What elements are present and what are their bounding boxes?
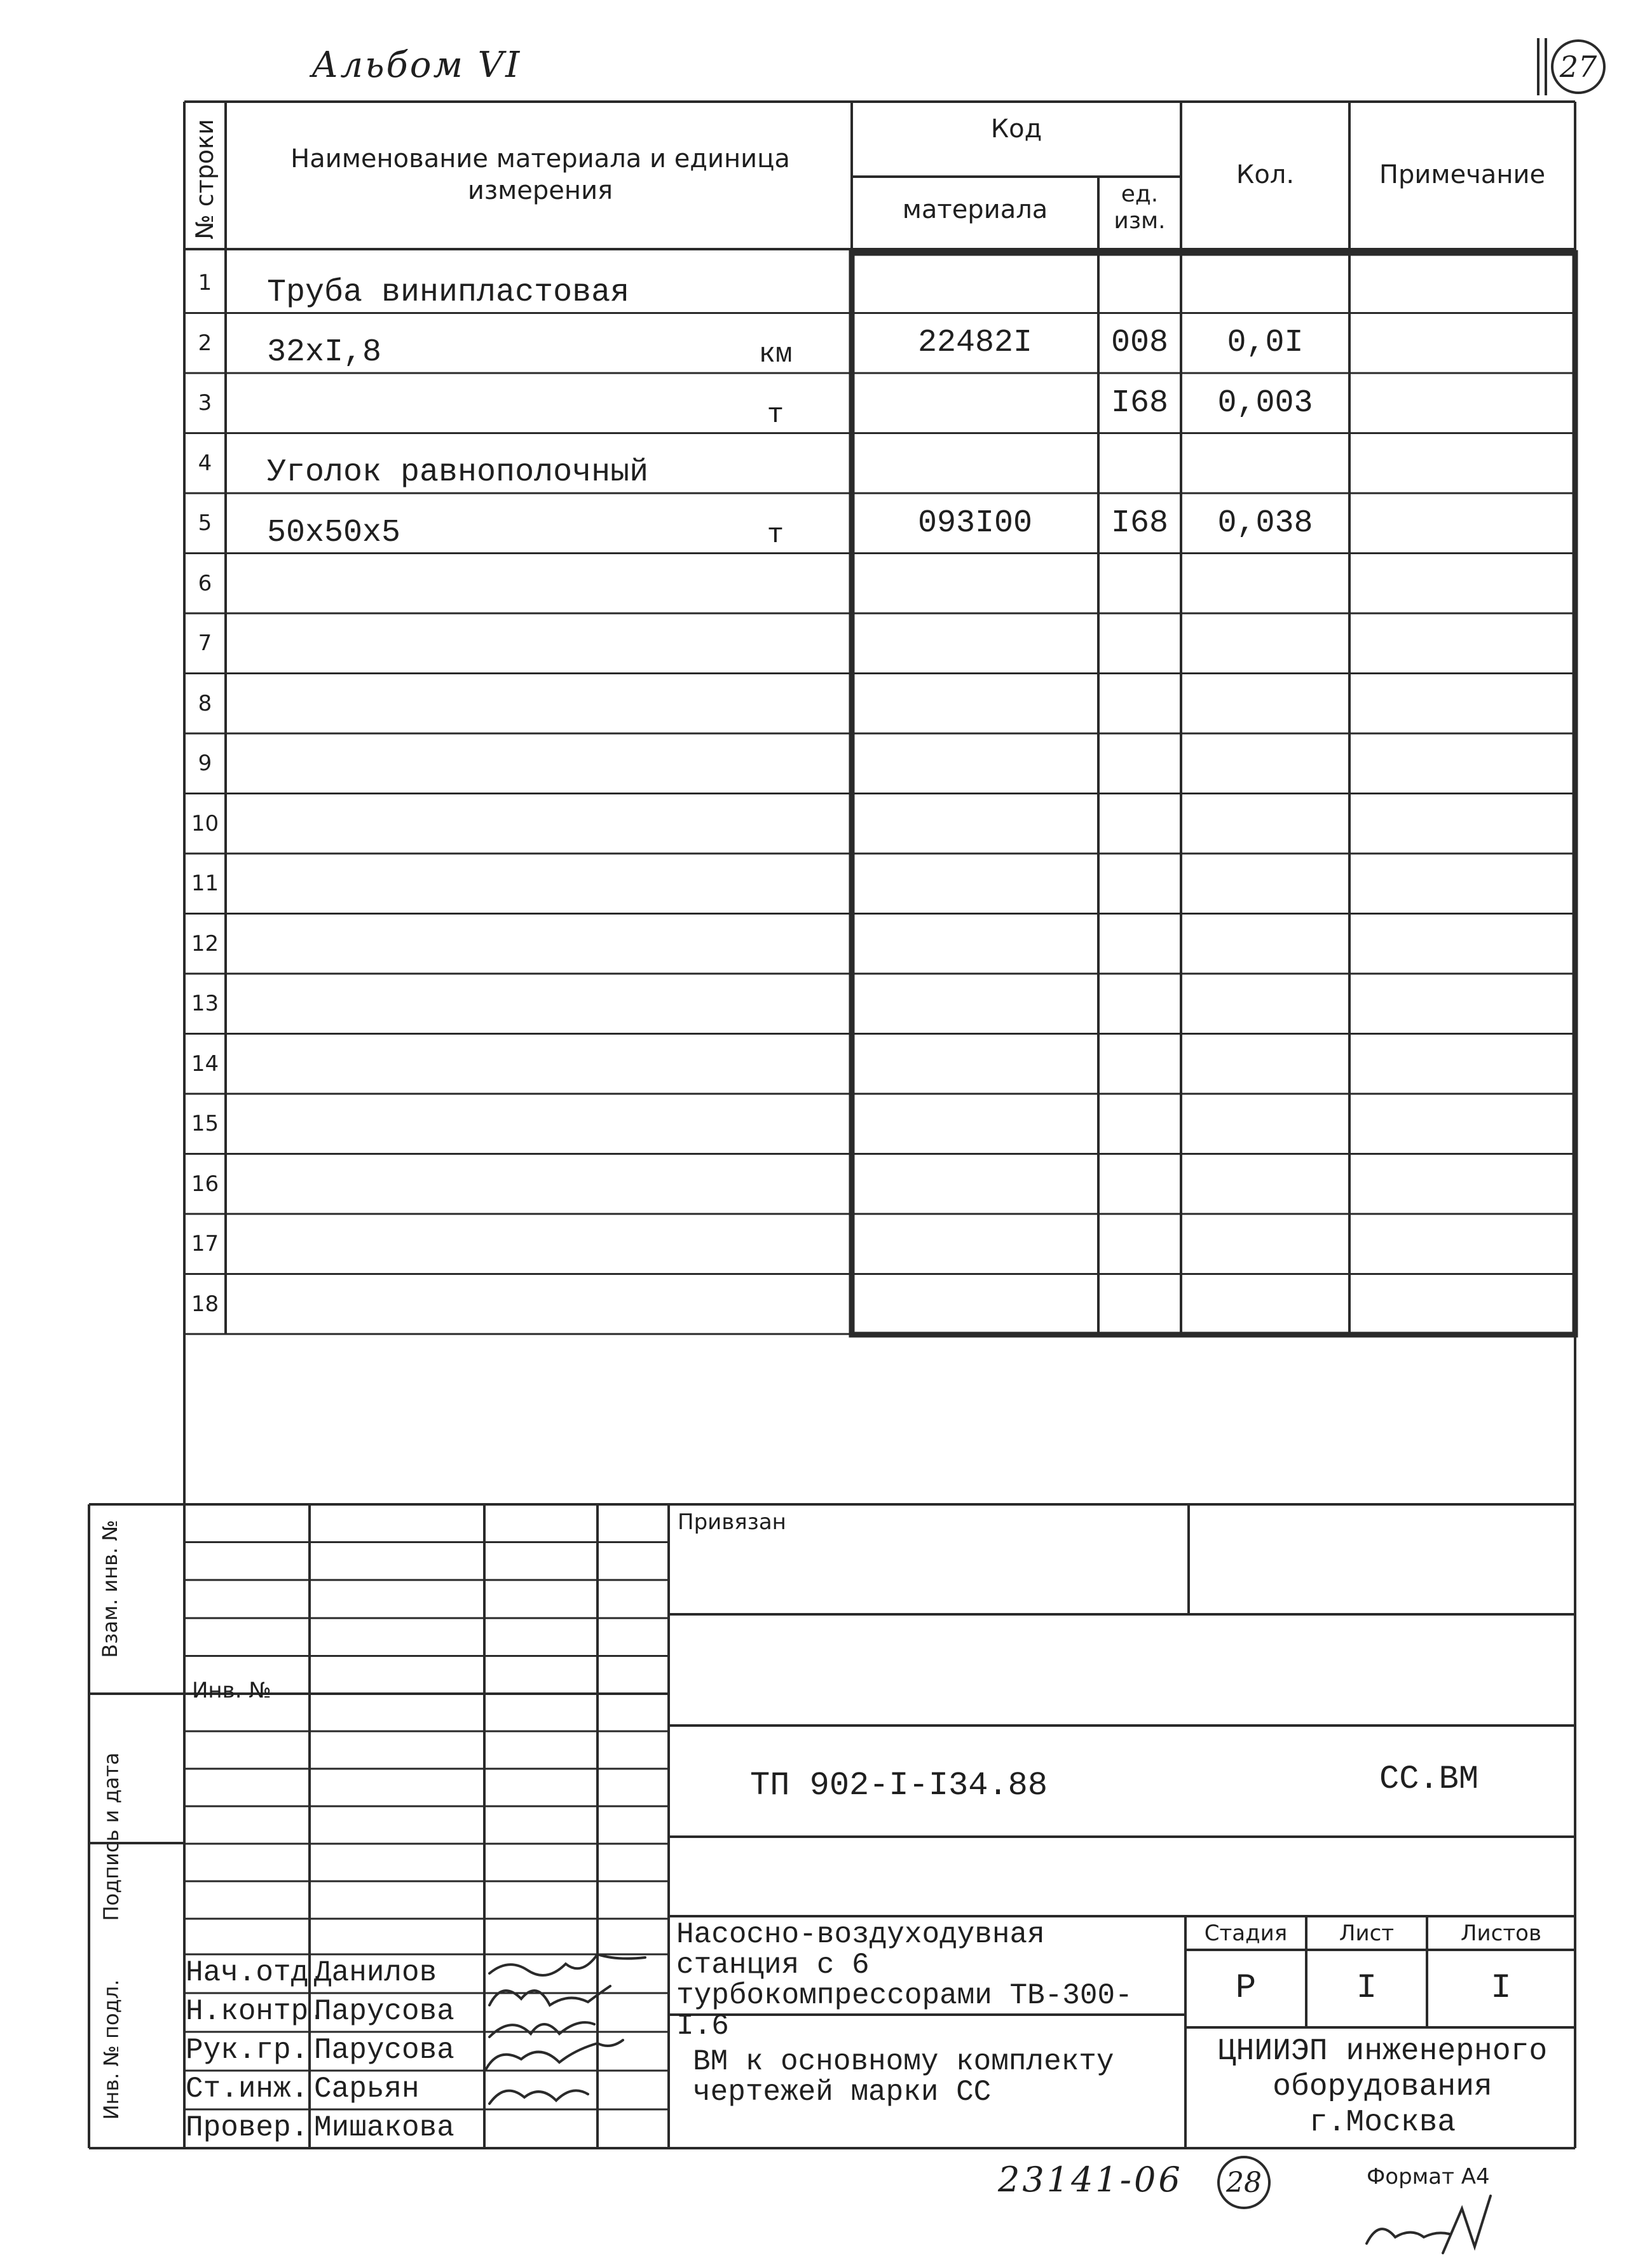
inv-no-label: Инв. №	[192, 1678, 271, 1703]
material-code: 22482I	[917, 325, 1033, 362]
signature-role: Нач.отд.	[186, 1956, 326, 1989]
side-label-podpis: Подпись и дата	[99, 1752, 123, 1921]
header-name: Наименование материала и единица измерения	[290, 144, 790, 205]
signature-role: Н.контр.	[186, 1995, 326, 2028]
material-unit: т	[767, 519, 784, 551]
row-number: 14	[191, 1051, 219, 1077]
unit-code: 008	[1110, 325, 1168, 362]
signature-role: Провер.	[186, 2111, 309, 2144]
row-number: 3	[198, 390, 212, 416]
material-unit: т	[767, 398, 784, 431]
row-number: 9	[198, 751, 212, 777]
header-code-unit: ед. изм.	[1114, 181, 1166, 234]
row-number: 2	[198, 330, 212, 356]
page-number: 27	[1559, 50, 1597, 84]
side-label-inv-podl: Инв. № подл.	[99, 1979, 123, 2120]
material-unit: км	[758, 339, 793, 371]
quantity: 0,038	[1217, 505, 1313, 541]
unit-code: I68	[1110, 505, 1168, 541]
signature-name: Парусова	[314, 1995, 454, 2028]
stage-value: Р	[1235, 1969, 1257, 2008]
project-title: Насосно-воздуходувная станция с 6 турбокомпрессорами ТВ-300-I.6	[676, 1918, 1133, 2043]
row-number: 11	[191, 871, 219, 897]
material-code: 093I00	[917, 505, 1033, 541]
sheet-label: Лист	[1339, 1921, 1395, 1946]
row-number: 16	[191, 1171, 219, 1197]
header-row-no: № строки	[191, 119, 219, 240]
row-number: 12	[191, 930, 219, 956]
row-number: 4	[198, 450, 212, 476]
page-circle: 28	[1217, 2156, 1271, 2209]
privyazan-label: Привязан	[678, 1509, 786, 1535]
row-number: 6	[198, 570, 212, 596]
signature-name: Парусова	[314, 2034, 454, 2067]
stage-label: Стадия	[1204, 1921, 1288, 1946]
row-number: 13	[191, 991, 219, 1017]
row-number: 8	[198, 690, 212, 716]
row-number: 18	[191, 1291, 219, 1317]
quantity: 0,003	[1217, 385, 1313, 421]
signature-name: Данилов	[314, 1956, 437, 1989]
doc-mark: СС.ВМ	[1379, 1760, 1479, 1798]
organization: ЦНИИЭП инженерного оборудования г.Москва	[1217, 2034, 1548, 2140]
header-note: Примечание	[1379, 160, 1546, 189]
row-number: 15	[191, 1111, 219, 1137]
side-label-vzam-inv: Взам. инв. №	[98, 1520, 122, 1658]
row-number: 17	[191, 1231, 219, 1257]
archive-number: 23141-06	[998, 2160, 1183, 2200]
row-number: 1	[198, 270, 212, 296]
sheet-title: ВМ к основному комплекту чертежей марки СС	[693, 2045, 1114, 2109]
header-qty: Кол.	[1236, 160, 1295, 189]
material-name: 50x50x5	[267, 514, 401, 551]
sheet-value: I	[1356, 1969, 1377, 2008]
row-number: 10	[191, 810, 219, 836]
header-code: Код	[990, 114, 1042, 144]
signature-role: Ст.инж.	[186, 2073, 309, 2106]
material-name: Труба винипластовая	[267, 274, 630, 311]
unit-code: I68	[1110, 385, 1168, 421]
signature-role: Рук.гр.	[186, 2034, 309, 2067]
sheets-label: Листов	[1460, 1921, 1541, 1946]
material-name: 32xI,8	[267, 334, 382, 371]
row-number: 7	[198, 630, 212, 657]
sheets-value: I	[1491, 1969, 1512, 2008]
header-code-material: материала	[902, 195, 1048, 224]
format-label: Формат А4	[1367, 2164, 1490, 2189]
doc-code: ТП 902-I-I34.88	[750, 1767, 1048, 1804]
album-label: Альбом VI	[311, 44, 522, 86]
quantity: 0,0I	[1227, 325, 1304, 362]
material-name: Уголок равнополочный	[267, 454, 649, 491]
signature-name: Сарьян	[314, 2073, 420, 2106]
row-number: 5	[198, 510, 212, 536]
signature-name: Мишакова	[314, 2111, 454, 2144]
